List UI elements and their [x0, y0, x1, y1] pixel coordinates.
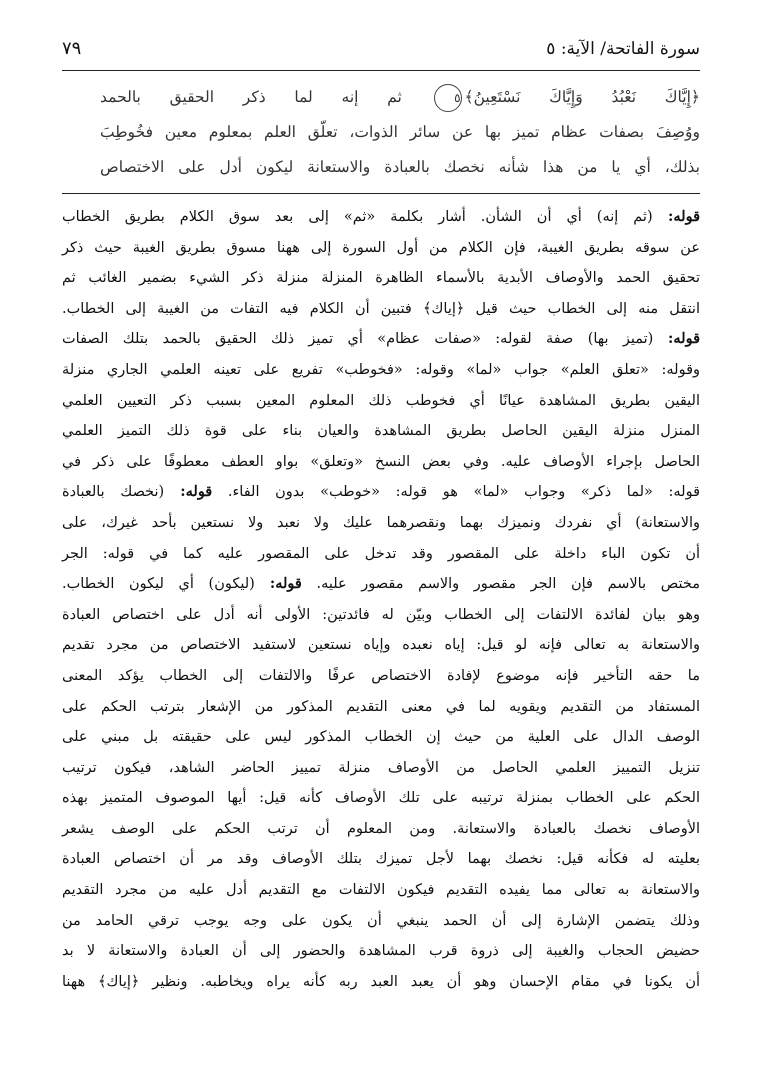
body-line — [62, 814, 700, 845]
body-line — [62, 753, 700, 784]
body-text-segment: والاستعانة به تعالى مما يفيده التقديم فيكون الالتفات مع التقديم أدل عليه من مجرد التقديم — [62, 882, 700, 899]
body-line — [62, 783, 700, 814]
body-line — [62, 477, 700, 508]
body-line — [62, 263, 700, 294]
body-line — [62, 233, 700, 264]
body-line — [62, 416, 700, 447]
body-line — [62, 844, 700, 875]
body-text-segment: الوصف الدال على العلية من حيث إن الخطاب المذكور ليس على حقيقته بل مبني على — [62, 729, 700, 746]
qawluhu-marker: قوله: — [653, 330, 701, 348]
header-rule — [62, 70, 700, 71]
body-text-segment: وهو بيان لفائدة الالتفات إلى الخطاب وبيّن له فائدتين: الأولى أنه أدل على اختصاص العبادة — [62, 606, 700, 623]
surah-reference: سورة الفاتحة/ الآية: ٥ — [546, 39, 700, 59]
qawluhu-marker: قوله: — [164, 483, 213, 501]
body-line — [62, 386, 700, 417]
page-header — [62, 38, 700, 68]
body-line — [62, 447, 700, 478]
body-line — [62, 600, 700, 631]
body-text-segment: وقوله: «تعلق العلم» جواب «لما» وقوله: «فخوطب» تفريع على تعينه العلمي الجاري منزلة — [62, 361, 700, 378]
body-line — [62, 202, 700, 233]
body-line — [62, 722, 700, 753]
body-line — [62, 906, 700, 937]
body-line — [62, 569, 700, 600]
body-text-segment: حضيض الحجاب والغيبة إلى ذروة قرب المشاهدة والحضور إلى أن العبادة والاستعانة لا بد — [62, 943, 700, 960]
section-divider — [62, 193, 700, 194]
body-text-segment: (تميز بها) صفة لقوله: «صفات عظام» أي تميز ذلك الحقيق بالحمد بتلك الصفات — [62, 331, 654, 348]
quran-verse: ﴿إِيَّاكَ نَعْبُدُ وَإِيَّاكَ نَسْتَعِينُ﴾ — [464, 88, 700, 106]
body-line — [62, 355, 700, 386]
body-text-segment: المنزل منزلة اليقين الحاصل بطريق المشاهدة والعيان بناء على قوة ذلك التميز العلمي — [62, 423, 700, 440]
body-line — [62, 661, 700, 692]
commentary-line-1 — [100, 80, 700, 115]
body-text-segment: ما حقه التأخير فإنه موضوع لإفادة الاختصاص عرفًا والالتفات إلى الخطاب يؤكد المعنى — [62, 667, 700, 684]
body-line — [62, 539, 700, 570]
body-text-segment: المستفاد من التقديم ويقويه لما في معنى التقديم المذكور من الإشعار بترتب الحكم على — [62, 698, 700, 715]
body-text-segment: اليقين بطريق المشاهدة عيانًا أي فخوطب ذلك المعلوم المعين بسبب ذكر التعيين العلمي — [62, 392, 700, 409]
body-text-segment: الحكم على الخطاب بمنزلة ترتيبه على تلك الأوصاف كأنه قيل: أيها الموصوف المتميز بهذه — [62, 790, 700, 807]
verse-number-marker: ٥ — [434, 84, 462, 112]
hashiya-body-text — [62, 202, 700, 1062]
body-text-segment: الأوصاف نخصك بالعبادة والاستعانة. ومن المعلوم أن ترتب الحكم على الوصف يشعر — [62, 820, 700, 837]
body-line — [62, 630, 700, 661]
commentary-line-2: ووُصِفَ بصفات عظام تميز بها عن سائر الذوات، تعلّق العلم بمعلوم معين فخُوطِبَ — [100, 123, 700, 141]
body-text-segment: (ثم إنه) أي أن الشأن. أشار بكلمة «ثم» إلى بعد سوق الكلام بطريق الخطاب — [62, 209, 653, 225]
body-text-segment: مختص بالاسم فإن الجر مقصور والاسم مقصور عليه. — [301, 576, 701, 593]
body-text-segment: (ليكون) أي ليكون الخطاب. — [62, 576, 255, 593]
body-text-segment: والاستعانة) أي نفردك ونميزك بهما ونقصرهما عليك ولا نعبد ولا نستعين بأحد غيرك، على — [62, 514, 700, 531]
body-text-segment: أن يكونا في مقام الإحسان وهو أن يعبد العبد ربه كأنه يراه ويخاطبه. ونظير ﴿إياك﴾ ههنا — [62, 973, 700, 990]
body-text-segment: انتقل منه إلى الخطاب حيث قيل ﴿إياك﴾ فتبين أن الكلام فيه التفات من الغيبة إلى الخطاب. — [62, 300, 700, 317]
tafsir-commentary — [100, 80, 700, 190]
body-text-segment: بعليته له فكأنه قيل: نخصك بهما لأجل تميزك بتلك الأوصاف وقد مر أن اختصاص العبادة — [62, 851, 700, 868]
body-text-segment: تنزيل التمييز العلمي الحاصل من الأوصاف منزلة تمييز الحاضر الشاهد، فيكون ترتيب — [62, 759, 700, 776]
body-text-segment: أن تكون الباء داخلة على المقصور وقد تدخل على المقصور عليه كما في قوله: الجر — [62, 545, 700, 562]
body-line — [62, 294, 700, 325]
commentary-line-3: بذلك، أي يا من هذا شأنه نخصك بالعبادة والاستعانة ليكون أدل على الاختصاص — [100, 158, 700, 176]
body-line — [62, 508, 700, 539]
body-text-segment: وذلك يتضمن الإشارة إلى أن الحمد ينبغي أن يكون على وجه يوجب ترقي الحامد من — [62, 912, 700, 929]
body-text-segment: والاستعانة به تعالى فإنه لو قيل: إياه نعبده وإياه نستعين لاستفيد الاختصاص من مجرد تقديم — [62, 637, 700, 654]
qawluhu-marker: قوله: — [254, 575, 302, 593]
body-line — [62, 967, 700, 998]
body-text-segment: عن سوقه بطريق الغيبة، فإن الكلام من أول السورة إلى ههنا مسوق بطريق الغيبة حيث ذكر — [62, 239, 700, 256]
page-number: ٧٩ — [62, 38, 82, 59]
commentary-line-1-tail: ثم إنه لما ذكر الحقيق بالحمد — [100, 88, 402, 106]
qawluhu-marker: قوله: — [652, 208, 701, 225]
body-text-segment: الحاصل بإجراء الأوصاف عليه. وفي بعض النسخ «وتعلق» بواو العطف معطوفًا على ذكر في — [62, 453, 700, 470]
body-line — [62, 936, 700, 967]
body-text-segment: تحقيق الحمد والأوصاف الأبدية بالأسماء الظاهرة المنزلة منزلة ذكر الشيء بضمير الغائب ثم — [62, 270, 700, 287]
body-line — [62, 875, 700, 906]
body-line — [62, 324, 700, 355]
body-text-segment: قوله: «لما ذكر» وجواب «لما» هو قوله: «خوطب» بدون الفاء. — [212, 484, 701, 501]
body-line — [62, 692, 700, 723]
body-text-segment: (نخصك بالعبادة — [62, 484, 165, 501]
